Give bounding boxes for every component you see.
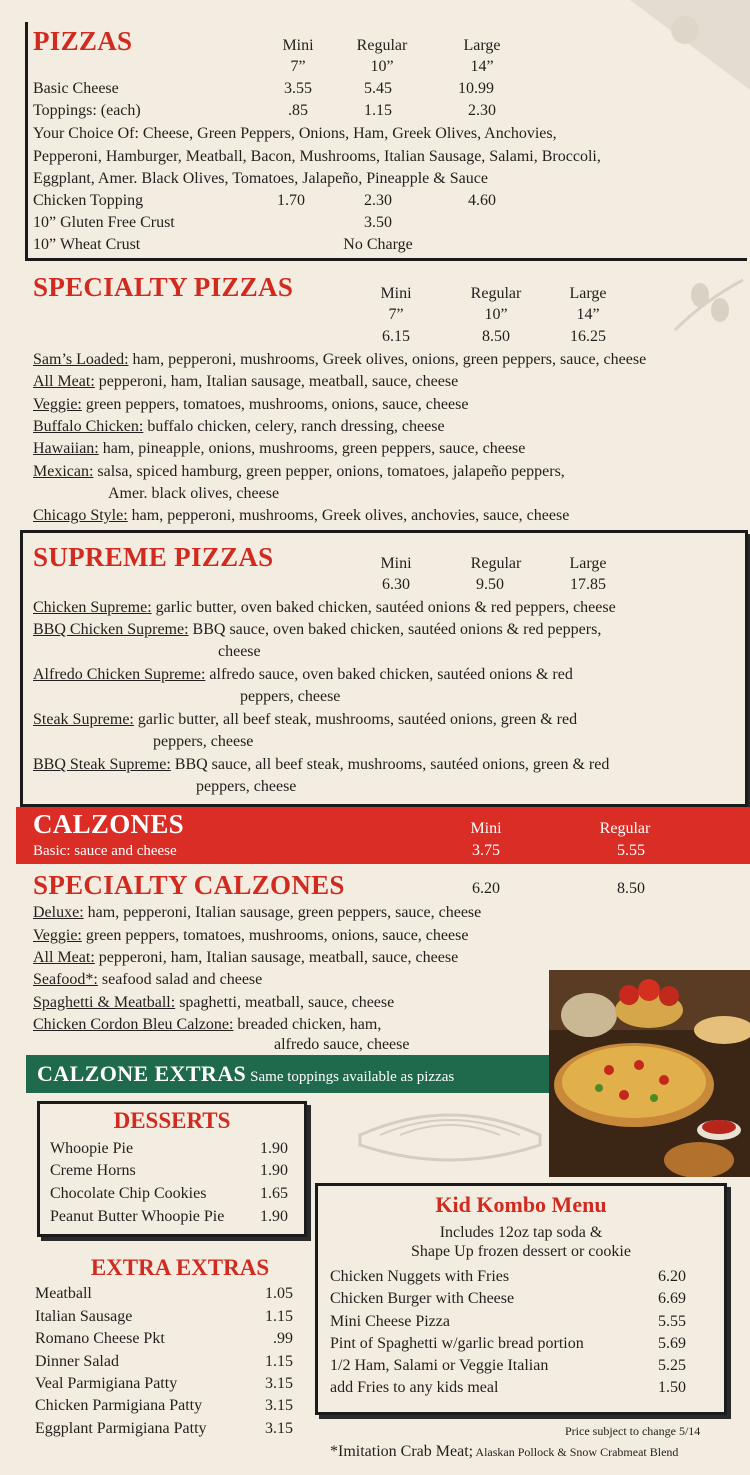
chicken-topping-large-price: 4.60 — [468, 192, 496, 209]
extra-name: Veal Parmigiana Patty — [35, 1375, 178, 1392]
specialty-price-regular: 8.50 — [482, 328, 510, 345]
supreme-price-large: 17.85 — [570, 576, 606, 593]
calzone-item-desc: seafood salad and cheese — [97, 971, 263, 988]
price-change-note: Price subject to change 5/14 — [565, 1424, 701, 1438]
specialty-calzones-price-mini: 6.20 — [472, 880, 500, 897]
calzone-extras-line — [26, 1061, 454, 1087]
specialty-item-desc: green peppers, tomatoes, mushrooms, onions, sauce, cheese — [81, 396, 469, 413]
specialty-item — [33, 371, 458, 393]
spaghetti-graphic — [350, 1095, 550, 1175]
specialty-item — [33, 505, 569, 527]
kid-item-name: Chicken Nuggets with Fries — [330, 1268, 510, 1285]
extra-price: 1.05 — [265, 1285, 293, 1302]
supreme-size-regular: Regular — [470, 555, 522, 572]
supreme-item-continued: cheese — [218, 643, 261, 660]
supreme-price-mini: 6.30 — [382, 576, 410, 593]
supreme-item-name: Steak Supreme: — [33, 711, 134, 728]
dessert-price: 1.90 — [260, 1140, 288, 1157]
chicken-topping-label: Chicken Topping — [33, 192, 144, 209]
specialty-item-name: Hawaiian: — [33, 440, 99, 457]
specialty-item-continued: Amer. black olives, cheese — [108, 485, 280, 502]
specialty-item-name: Buffalo Chicken: — [33, 418, 144, 435]
calzones-title: CALZONES — [33, 809, 184, 839]
gluten-free-label: 10” Gluten Free Crust — [33, 214, 175, 231]
specialty-calzones-title: SPECIALTY CALZONES — [33, 870, 345, 900]
toppings-large-price: 2.30 — [468, 102, 496, 119]
supreme-item-continued: peppers, cheese — [153, 733, 254, 750]
supreme-item — [33, 619, 601, 641]
calzone-item-name: Chicken Cordon Bleu Calzone: — [33, 1016, 234, 1033]
supreme-size-large: Large — [569, 555, 607, 572]
specialty-size-regular: Regular — [470, 285, 522, 302]
calzone-item — [33, 969, 262, 991]
specialty-inch-large: 14” — [576, 306, 600, 323]
desserts-title: DESSERTS — [113, 1108, 231, 1133]
specialty-calzones-price-regular: 8.50 — [617, 880, 645, 897]
extra-name: Dinner Salad — [35, 1353, 119, 1370]
pizzas-title: PIZZAS — [33, 26, 133, 56]
dessert-name: Creme Horns — [50, 1162, 136, 1179]
extra-price: 3.15 — [265, 1375, 293, 1392]
supreme-item-name: BBQ Chicken Supreme: — [33, 621, 189, 638]
specialty-item-name: Sam’s Loaded: — [33, 351, 129, 368]
pizza-photo — [549, 970, 750, 1177]
supreme-item — [33, 754, 609, 776]
specialty-item — [33, 394, 468, 416]
choice-line-1: Your Choice Of: Cheese, Green Peppers, Onions, Ham, Greek Olives, Anchovies, — [33, 125, 557, 142]
specialty-item-name: Chicago Style: — [33, 507, 128, 524]
dessert-price: 1.65 — [260, 1185, 288, 1202]
calzone-extras-note: Same toppings available as pizzas — [250, 1069, 455, 1085]
toppings-label: Toppings: (each) — [33, 102, 141, 119]
calzone-item — [33, 1014, 381, 1036]
specialty-item-name: All Meat: — [33, 373, 95, 390]
supreme-item-name: Chicken Supreme: — [33, 599, 152, 616]
kid-item-price: 5.55 — [658, 1313, 686, 1330]
specialty-pizzas-title: SPECIALTY PIZZAS — [33, 272, 294, 302]
supreme-item-name: BBQ Steak Supreme: — [33, 756, 171, 773]
kid-item-name: add Fries to any kids meal — [330, 1379, 499, 1396]
extra-name: Meatball — [35, 1285, 92, 1302]
specialty-price-large: 16.25 — [570, 328, 606, 345]
choice-line-2: Pepperoni, Hamburger, Meatball, Bacon, Mushrooms, Italian Sausage, Salami, Broccoli, — [33, 148, 601, 165]
imitation-crab-main: *Imitation Crab Meat; — [330, 1443, 474, 1460]
chicken-topping-regular-price: 2.30 — [364, 192, 392, 209]
specialty-item-desc: ham, pepperoni, mushrooms, Greek olives, anchovies, sauce, cheese — [127, 507, 570, 524]
supreme-item-desc: BBQ sauce, oven baked chicken, sautéed onions & red peppers, — [188, 621, 602, 638]
extra-extras-title: EXTRA EXTRAS — [90, 1255, 270, 1280]
choice-line-3: Eggplant, Amer. Black Olives, Tomatoes, Jalapeño, Pineapple & Sauce — [33, 170, 488, 187]
kid-item-name: 1/2 Ham, Salami or Veggie Italian — [330, 1357, 549, 1374]
extra-price: 3.15 — [265, 1397, 293, 1414]
pizzas-inch-regular: 10” — [370, 58, 394, 75]
kid-item-price: 6.20 — [658, 1268, 686, 1285]
specialty-item-desc: ham, pineapple, onions, mushrooms, green peppers, sauce, cheese — [98, 440, 526, 457]
imitation-crab-detail: Alaskan Pollock & Snow Crabmeat Blend — [473, 1445, 679, 1459]
basic-cheese-label: Basic Cheese — [33, 80, 119, 97]
chicken-topping-mini-price: 1.70 — [277, 192, 305, 209]
calzone-item — [33, 992, 394, 1014]
specialty-item-desc: pepperoni, ham, Italian sausage, meatball, sauce, cheese — [94, 373, 459, 390]
calzone-item-name: Veggie: — [33, 927, 82, 944]
dessert-name: Chocolate Chip Cookies — [50, 1185, 207, 1202]
pizzas-inch-mini: 7” — [290, 58, 306, 75]
supreme-item-desc: garlic butter, oven baked chicken, sautéed onions & red peppers, cheese — [151, 599, 616, 616]
pizzas-size-large: Large — [463, 37, 501, 54]
olive-branch-graphic — [665, 270, 745, 340]
calzone-item-name: Spaghetti & Meatball: — [33, 994, 176, 1011]
specialty-item-desc: ham, pepperoni, mushrooms, Greek olives, onions, green peppers, sauce, cheese — [128, 351, 647, 368]
calzone-item-desc: spaghetti, meatball, sauce, cheese — [175, 994, 395, 1011]
supreme-item-continued: peppers, cheese — [240, 688, 341, 705]
specialty-item-name: Veggie: — [33, 396, 82, 413]
extra-price: 3.15 — [265, 1420, 293, 1437]
pizzas-size-mini: Mini — [282, 37, 314, 54]
calzone-item — [33, 902, 481, 924]
basic-cheese-large-price: 10.99 — [458, 80, 494, 97]
calzones-price-mini: 3.75 — [472, 842, 500, 859]
gluten-free-price: 3.50 — [364, 214, 392, 231]
kid-item-name: Chicken Burger with Cheese — [330, 1290, 515, 1307]
extra-price: 1.15 — [265, 1353, 293, 1370]
imitation-crab-note — [330, 1443, 678, 1461]
calzone-item-desc: pepperoni, ham, Italian sausage, meatball, sauce, cheese — [94, 949, 459, 966]
calzone-item — [33, 925, 468, 947]
specialty-price-mini: 6.15 — [382, 328, 410, 345]
wheat-crust-price: No Charge — [343, 236, 413, 253]
supreme-item-name: Alfredo Chicken Supreme: — [33, 666, 206, 683]
calzone-extras-title: CALZONE EXTRAS — [37, 1061, 247, 1086]
dessert-price: 1.90 — [260, 1208, 288, 1225]
supreme-item — [33, 709, 577, 731]
supreme-item-desc: alfredo sauce, oven baked chicken, sautéed onions & red — [205, 666, 573, 683]
calzone-item-name: All Meat: — [33, 949, 95, 966]
supreme-size-mini: Mini — [380, 555, 412, 572]
extra-price: 1.15 — [265, 1308, 293, 1325]
toppings-regular-price: 1.15 — [364, 102, 392, 119]
calzone-item-name: Seafood*: — [33, 971, 98, 988]
basic-cheese-mini-price: 3.55 — [284, 80, 312, 97]
dessert-price: 1.90 — [260, 1162, 288, 1179]
specialty-size-mini: Mini — [380, 285, 412, 302]
kid-kombo-subtitle-2: Shape Up frozen dessert or cookie — [411, 1243, 631, 1260]
specialty-item — [33, 461, 565, 483]
supreme-price-regular: 9.50 — [476, 576, 504, 593]
extra-name: Italian Sausage — [35, 1308, 133, 1325]
calzone-item-continued: alfredo sauce, cheese — [274, 1036, 410, 1053]
specialty-item — [33, 438, 525, 460]
pizzas-inch-large: 14” — [470, 58, 494, 75]
supreme-item-desc: BBQ sauce, all beef steak, mushrooms, sautéed onions, green & red — [170, 756, 610, 773]
supreme-pizzas-title: SUPREME PIZZAS — [33, 542, 274, 572]
pizzas-size-regular: Regular — [356, 37, 408, 54]
toppings-mini-price: .85 — [288, 102, 308, 119]
specialty-item — [33, 416, 445, 438]
specialty-item — [33, 349, 646, 371]
kid-item-price: 6.69 — [658, 1290, 686, 1307]
specialty-item-desc: buffalo chicken, celery, ranch dressing, cheese — [143, 418, 445, 435]
dessert-name: Whoopie Pie — [50, 1140, 134, 1157]
calzones-price-regular: 5.55 — [617, 842, 645, 859]
calzone-item-desc: green peppers, tomatoes, mushrooms, onions, sauce, cheese — [81, 927, 469, 944]
kid-kombo-subtitle-1: Includes 12oz tap soda & — [439, 1224, 603, 1241]
kid-item-price: 5.69 — [658, 1335, 686, 1352]
calzones-subtitle: Basic: sauce and cheese — [33, 843, 177, 859]
calzone-item-desc: ham, pepperoni, Italian sausage, green peppers, sauce, cheese — [83, 904, 482, 921]
basic-cheese-regular-price: 5.45 — [364, 80, 392, 97]
extra-price: .99 — [273, 1330, 293, 1347]
calzone-item-desc: breaded chicken, ham, — [233, 1016, 382, 1033]
calzones-size-mini: Mini — [470, 820, 502, 837]
extra-name: Romano Cheese Pkt — [35, 1330, 165, 1347]
kid-item-name: Mini Cheese Pizza — [330, 1313, 450, 1330]
calzones-size-regular: Regular — [599, 820, 651, 837]
supreme-item-continued: peppers, cheese — [196, 778, 297, 795]
extra-name: Eggplant Parmigiana Patty — [35, 1420, 207, 1437]
extra-name: Chicken Parmigiana Patty — [35, 1397, 203, 1414]
supreme-item-desc: garlic butter, all beef steak, mushrooms, sautéed onions, green & red — [133, 711, 578, 728]
kid-kombo-title: Kid Kombo Menu — [435, 1192, 607, 1217]
calzone-item — [33, 947, 458, 969]
wheat-crust-label: 10” Wheat Crust — [33, 236, 141, 253]
kid-item-name: Pint of Spaghetti w/garlic bread portion — [330, 1335, 584, 1352]
kid-item-price: 1.50 — [658, 1379, 686, 1396]
kid-item-price: 5.25 — [658, 1357, 686, 1374]
specialty-inch-regular: 10” — [484, 306, 508, 323]
specialty-item-desc: salsa, spiced hamburg, green pepper, onions, tomatoes, jalapeño peppers, — [93, 463, 565, 480]
calzone-item-name: Deluxe: — [33, 904, 84, 921]
specialty-item-name: Mexican: — [33, 463, 94, 480]
specialty-size-large: Large — [569, 285, 607, 302]
supreme-item — [33, 664, 573, 686]
supreme-item — [33, 597, 616, 619]
pizza-slice-graphic — [610, 0, 750, 90]
specialty-inch-mini: 7” — [388, 306, 404, 323]
dessert-name: Peanut Butter Whoopie Pie — [50, 1208, 225, 1225]
